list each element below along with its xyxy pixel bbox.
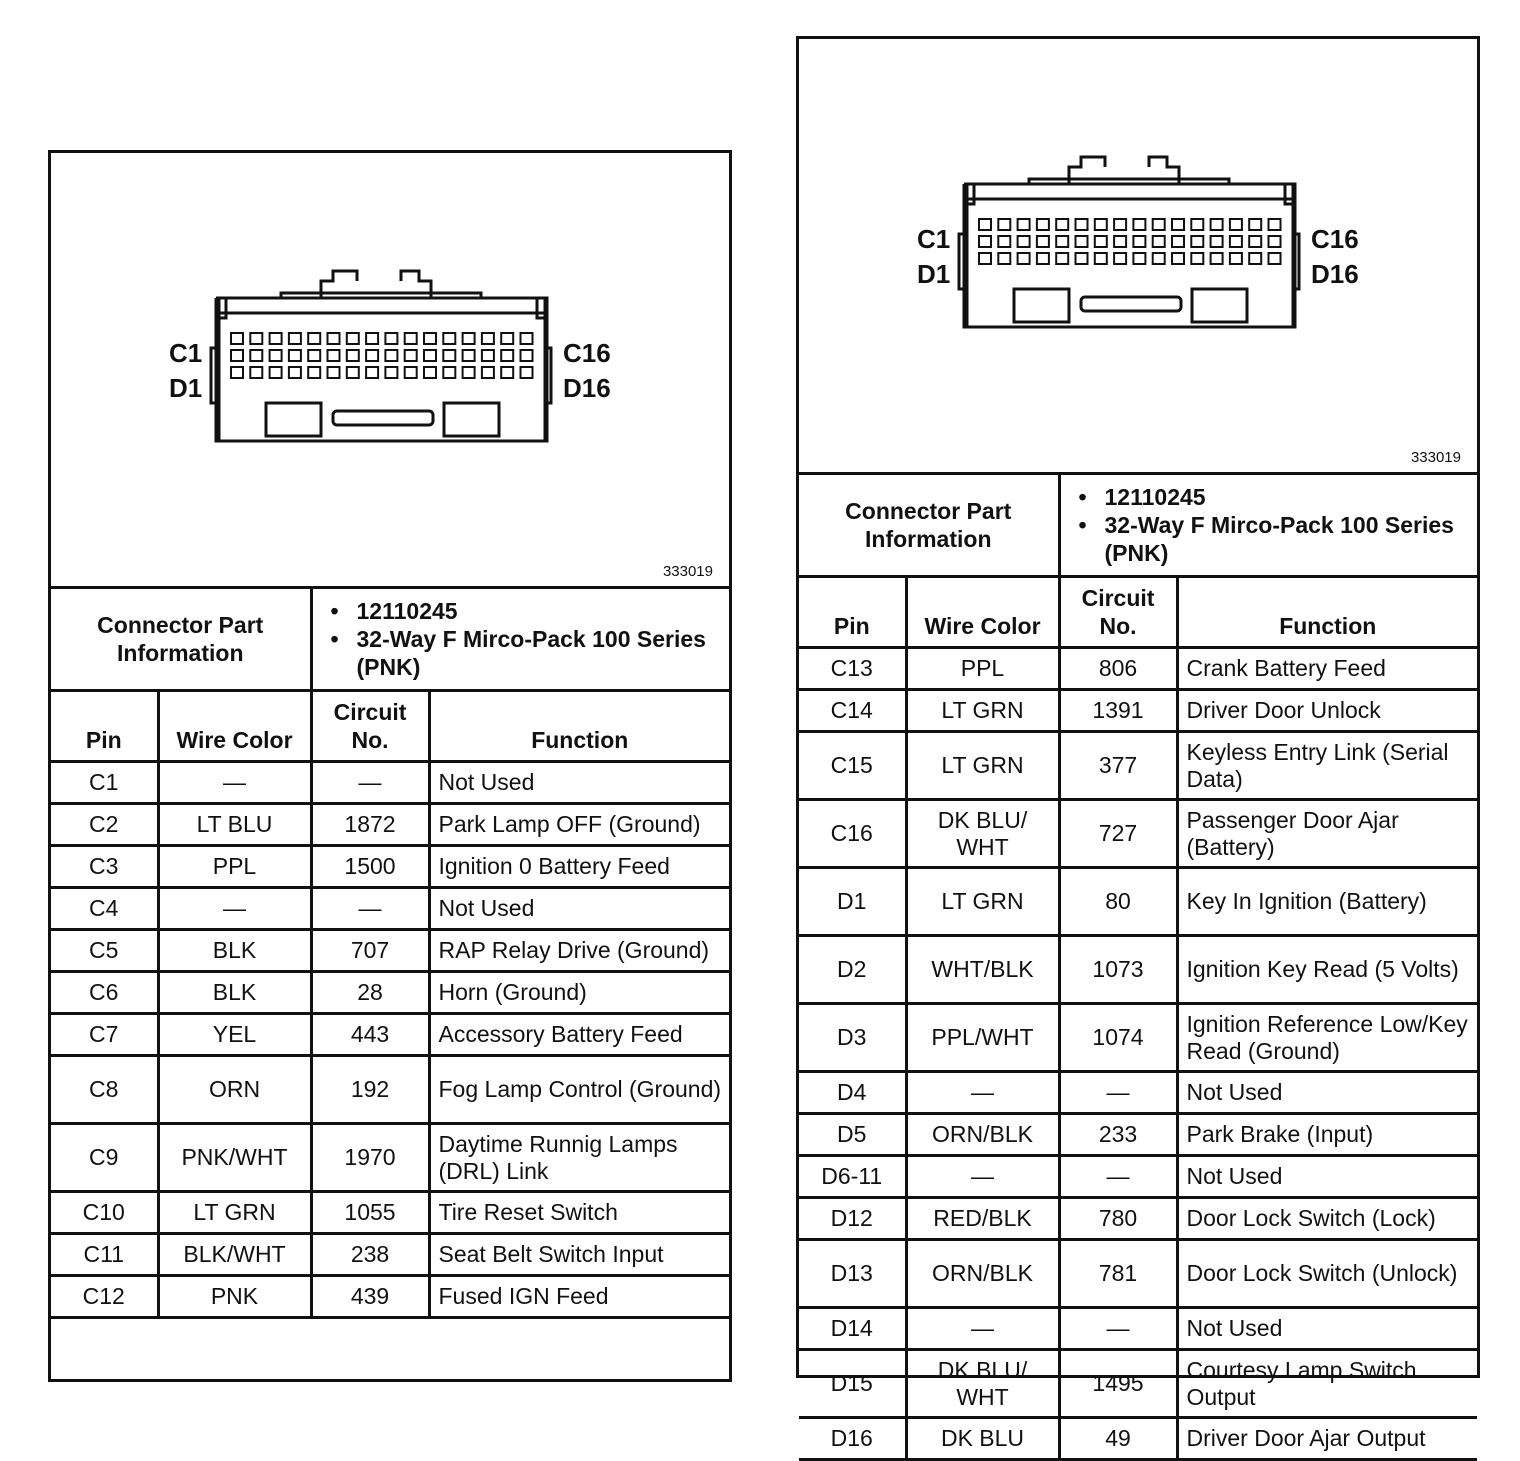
col-pin: Pin <box>799 578 906 648</box>
circuit-cell: — <box>1059 1072 1177 1114</box>
pin-row-d16 <box>799 1418 1477 1460</box>
pin-cell: C3 <box>51 846 158 888</box>
wire-color-cell: — <box>158 888 311 930</box>
part-info-label: Connector Part Information <box>51 589 311 690</box>
pin-cell: C4 <box>51 888 158 930</box>
circuit-cell: — <box>1059 1156 1177 1198</box>
wire-color-cell: PPL/WHT <box>906 1004 1059 1072</box>
function-cell: Horn (Ground) <box>429 972 729 1014</box>
wire-color-cell: PPL <box>906 648 1059 690</box>
function-cell: Driver Door Unlock <box>1177 690 1477 732</box>
label-c16: C16 <box>563 336 611 370</box>
function-cell: Fog Lamp Control (Ground) <box>429 1056 729 1124</box>
pin-row-d4 <box>799 1072 1477 1114</box>
pin-cell: C7 <box>51 1014 158 1056</box>
part-number: • 12110245 <box>327 597 722 625</box>
pin-cell: D1 <box>799 868 906 936</box>
connector-icon <box>51 153 729 586</box>
pin-cell: D5 <box>799 1114 906 1156</box>
part-info-table <box>799 475 1477 578</box>
circuit-cell: 439 <box>311 1276 429 1318</box>
pin-row-d14 <box>799 1308 1477 1350</box>
pin-row-d15 <box>799 1350 1477 1418</box>
function-cell: Not Used <box>1177 1308 1477 1350</box>
pin-row-c1 <box>51 762 729 804</box>
pin-cell: C6 <box>51 972 158 1014</box>
pin-cell: C15 <box>799 732 906 800</box>
circuit-cell: 80 <box>1059 868 1177 936</box>
pin-row-c12 <box>51 1276 729 1318</box>
wire-color-cell: LT GRN <box>158 1192 311 1234</box>
function-cell: Seat Belt Switch Input <box>429 1234 729 1276</box>
wire-color-cell: DK BLU <box>906 1418 1059 1460</box>
function-cell: Courtesy Lamp Switch Output <box>1177 1350 1477 1418</box>
wire-color-cell: BLK/WHT <box>158 1234 311 1276</box>
wire-color-cell: ORN/BLK <box>906 1114 1059 1156</box>
pin-cell: D3 <box>799 1004 906 1072</box>
circuit-cell: 1391 <box>1059 690 1177 732</box>
wire-color-cell: BLK <box>158 972 311 1014</box>
wire-color-cell: WHT/BLK <box>906 936 1059 1004</box>
function-cell: Door Lock Switch (Lock) <box>1177 1198 1477 1240</box>
col-function: Function <box>1177 578 1477 648</box>
function-cell: Tire Reset Switch <box>429 1192 729 1234</box>
wire-color-cell: YEL <box>158 1014 311 1056</box>
connector-panel-right <box>796 36 1480 1378</box>
wire-color-cell: — <box>906 1156 1059 1198</box>
function-cell: Not Used <box>429 762 729 804</box>
pin-row-c16 <box>799 800 1477 868</box>
function-cell: Fused IGN Feed <box>429 1276 729 1318</box>
pin-cell: D14 <box>799 1308 906 1350</box>
pin-cell: C16 <box>799 800 906 868</box>
pin-cell: D13 <box>799 1240 906 1308</box>
circuit-cell: 781 <box>1059 1240 1177 1308</box>
label-d1: D1 <box>917 257 950 291</box>
wire-color-cell: ORN <box>158 1056 311 1124</box>
pin-row-c7 <box>51 1014 729 1056</box>
col-circuit: Circuit No. <box>1059 578 1177 648</box>
circuit-cell: 238 <box>311 1234 429 1276</box>
connector-figure <box>799 39 1477 475</box>
pin-row-c9 <box>51 1124 729 1192</box>
connector-icon <box>799 39 1477 472</box>
pin-cell: D2 <box>799 936 906 1004</box>
function-cell: Ignition Reference Low/Key Read (Ground) <box>1177 1004 1477 1072</box>
pin-row-d1 <box>799 868 1477 936</box>
pin-cell: D12 <box>799 1198 906 1240</box>
circuit-cell: — <box>1059 1308 1177 1350</box>
pin-cell: C10 <box>51 1192 158 1234</box>
wire-color-cell: — <box>906 1072 1059 1114</box>
label-c1: C1 <box>917 222 950 256</box>
connector-panel-left <box>48 150 732 1382</box>
wire-color-cell: PNK/WHT <box>158 1124 311 1192</box>
circuit-cell: 1500 <box>311 846 429 888</box>
circuit-cell: 1970 <box>311 1124 429 1192</box>
col-wire-color: Wire Color <box>906 578 1059 648</box>
circuit-cell: 192 <box>311 1056 429 1124</box>
pin-cell: C2 <box>51 804 158 846</box>
circuit-cell: 1055 <box>311 1192 429 1234</box>
function-cell: Driver Door Ajar Output <box>1177 1418 1477 1460</box>
pin-row-c4 <box>51 888 729 930</box>
circuit-cell: 727 <box>1059 800 1177 868</box>
pin-row-d2 <box>799 936 1477 1004</box>
circuit-cell: 443 <box>311 1014 429 1056</box>
function-cell: Keyless Entry Link (Serial Data) <box>1177 732 1477 800</box>
col-pin: Pin <box>51 692 158 762</box>
wire-color-cell: — <box>906 1308 1059 1350</box>
pin-cell: D15 <box>799 1350 906 1418</box>
pin-row-d6-11 <box>799 1156 1477 1198</box>
part-description: • 32-Way F Mirco-Pack 100 Series (PNK) <box>327 625 722 681</box>
function-cell: Ignition 0 Battery Feed <box>429 846 729 888</box>
function-cell: Key In Ignition (Battery) <box>1177 868 1477 936</box>
wire-color-cell: LT GRN <box>906 868 1059 936</box>
circuit-cell: 780 <box>1059 1198 1177 1240</box>
circuit-cell: 1872 <box>311 804 429 846</box>
part-info-list <box>1059 475 1477 576</box>
label-c16: C16 <box>1311 222 1359 256</box>
circuit-cell: 233 <box>1059 1114 1177 1156</box>
circuit-cell: 1074 <box>1059 1004 1177 1072</box>
pin-table <box>51 692 729 1320</box>
circuit-cell: 1073 <box>1059 936 1177 1004</box>
function-cell: Crank Battery Feed <box>1177 648 1477 690</box>
function-cell: Not Used <box>1177 1156 1477 1198</box>
pin-row-c8 <box>51 1056 729 1124</box>
function-cell: Door Lock Switch (Unlock) <box>1177 1240 1477 1308</box>
pin-row-c14 <box>799 690 1477 732</box>
pin-table <box>799 578 1477 1461</box>
part-info-table <box>51 589 729 692</box>
pin-row-c5 <box>51 930 729 972</box>
pin-row-c15 <box>799 732 1477 800</box>
label-d16: D16 <box>1311 257 1359 291</box>
part-number: • 12110245 <box>1075 483 1470 511</box>
label-c1: C1 <box>169 336 202 370</box>
wire-color-cell: PNK <box>158 1276 311 1318</box>
pin-row-c11 <box>51 1234 729 1276</box>
circuit-cell: 28 <box>311 972 429 1014</box>
wire-color-cell: — <box>158 762 311 804</box>
connector-figure <box>51 153 729 589</box>
wire-color-cell: RED/BLK <box>906 1198 1059 1240</box>
part-info-list <box>311 589 729 690</box>
function-cell: Park Lamp OFF (Ground) <box>429 804 729 846</box>
circuit-cell: 806 <box>1059 648 1177 690</box>
pin-cell: C12 <box>51 1276 158 1318</box>
wire-color-cell: PPL <box>158 846 311 888</box>
circuit-cell: — <box>311 762 429 804</box>
pin-row-c3 <box>51 846 729 888</box>
function-cell: Not Used <box>1177 1072 1477 1114</box>
pin-row-d3 <box>799 1004 1477 1072</box>
function-cell: Ignition Key Read (5 Volts) <box>1177 936 1477 1004</box>
function-cell: Daytime Runnig Lamps (DRL) Link <box>429 1124 729 1192</box>
pin-cell: C13 <box>799 648 906 690</box>
label-d1: D1 <box>169 371 202 405</box>
pin-row-c13 <box>799 648 1477 690</box>
col-circuit: Circuit No. <box>311 692 429 762</box>
circuit-cell: 49 <box>1059 1418 1177 1460</box>
part-description: • 32-Way F Mirco-Pack 100 Series (PNK) <box>1075 511 1470 567</box>
function-cell: RAP Relay Drive (Ground) <box>429 930 729 972</box>
col-function: Function <box>429 692 729 762</box>
wire-color-cell: LT GRN <box>906 732 1059 800</box>
circuit-cell: 377 <box>1059 732 1177 800</box>
pin-cell: C11 <box>51 1234 158 1276</box>
pin-cell: C8 <box>51 1056 158 1124</box>
pin-row-c10 <box>51 1192 729 1234</box>
wire-color-cell: BLK <box>158 930 311 972</box>
function-cell: Not Used <box>429 888 729 930</box>
pin-cell: C5 <box>51 930 158 972</box>
function-cell: Park Brake (Input) <box>1177 1114 1477 1156</box>
wire-color-cell: ORN/BLK <box>906 1240 1059 1308</box>
pin-cell: D6-11 <box>799 1156 906 1198</box>
pin-cell: D16 <box>799 1418 906 1460</box>
wire-color-cell: LT GRN <box>906 690 1059 732</box>
pin-cell: C1 <box>51 762 158 804</box>
figure-id: 333019 <box>1411 449 1461 466</box>
circuit-cell: 1495 <box>1059 1350 1177 1418</box>
function-cell: Passenger Door Ajar (Battery) <box>1177 800 1477 868</box>
circuit-cell: 707 <box>311 930 429 972</box>
wire-color-cell: DK BLU/ WHT <box>906 1350 1059 1418</box>
pin-row-c6 <box>51 972 729 1014</box>
circuit-cell: — <box>311 888 429 930</box>
pin-cell: D4 <box>799 1072 906 1114</box>
function-cell: Accessory Battery Feed <box>429 1014 729 1056</box>
pin-row-c2 <box>51 804 729 846</box>
col-wire-color: Wire Color <box>158 692 311 762</box>
pin-cell: C9 <box>51 1124 158 1192</box>
wire-color-cell: LT BLU <box>158 804 311 846</box>
pin-cell: C14 <box>799 690 906 732</box>
pin-row-d12 <box>799 1198 1477 1240</box>
label-d16: D16 <box>563 371 611 405</box>
part-info-label: Connector Part Information <box>799 475 1059 576</box>
pin-row-d13 <box>799 1240 1477 1308</box>
wire-color-cell: DK BLU/ WHT <box>906 800 1059 868</box>
figure-id: 333019 <box>663 563 713 580</box>
pin-row-d5 <box>799 1114 1477 1156</box>
